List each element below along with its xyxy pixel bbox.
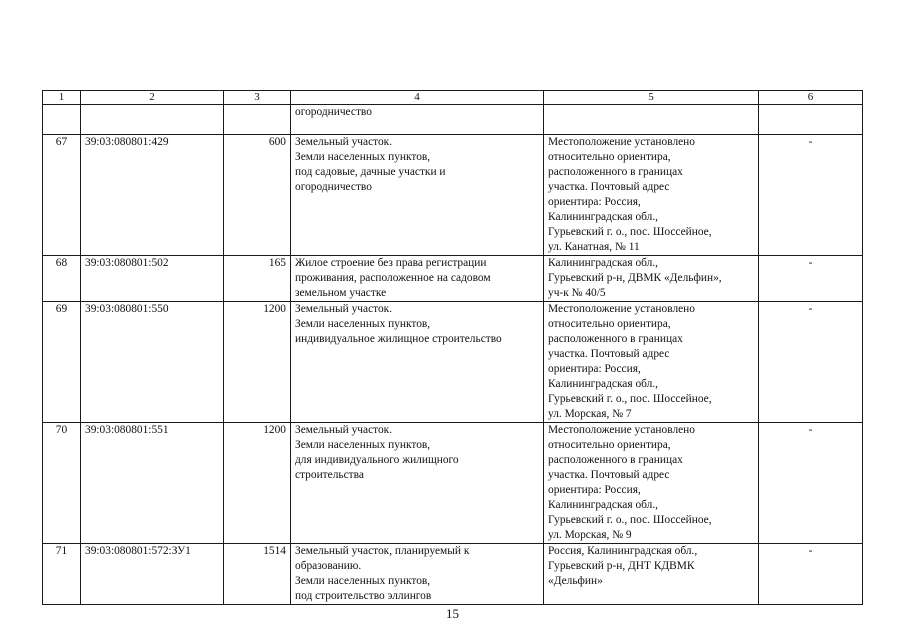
location-cell-line: ул. Морская, № 9 xyxy=(548,529,632,541)
location-cell-line: Местоположение установлено xyxy=(548,303,695,315)
column-number-row xyxy=(43,91,863,105)
description-cell xyxy=(291,256,544,302)
column-header: 6 xyxy=(759,91,863,105)
location-cell-line: расположенного в границах xyxy=(548,333,683,345)
area-cell: 600 xyxy=(224,135,291,256)
location-cell-line: Калининградская обл., xyxy=(548,257,659,269)
description-cell-line: Земли населенных пунктов, xyxy=(295,575,431,587)
location-cell-line: относительно ориентира, xyxy=(548,151,671,163)
location-cell-line: уч-к № 40/5 xyxy=(548,287,606,299)
table-row xyxy=(43,256,863,302)
cadastral-number-cell: 39:03:080801:550 xyxy=(81,302,224,423)
description-cell-line: Жилое строение без права регистрации xyxy=(295,257,487,269)
location-cell-line: Гурьевский р-н, ДНТ КДВМК xyxy=(548,560,695,572)
location-cell-line: ориентира: Россия, xyxy=(548,484,641,496)
description-cell-line: под строительство эллингов xyxy=(295,590,432,602)
description-cell xyxy=(291,302,544,423)
description-cell-line: Земельный участок. xyxy=(295,424,393,436)
description-cell-line: огородничество xyxy=(295,181,372,193)
area-cell: 165 xyxy=(224,256,291,302)
description-cell-line: под садовые, дачные участки и xyxy=(295,166,446,178)
area-cell xyxy=(224,105,291,135)
row-number-cell: 67 xyxy=(43,135,81,256)
cadastral-number-cell: 39:03:080801:502 xyxy=(81,256,224,302)
location-cell-line: участка. Почтовый адрес xyxy=(548,469,670,481)
table-row xyxy=(43,302,863,423)
location-cell-line: ориентира: Россия, xyxy=(548,196,641,208)
column-header: 5 xyxy=(544,91,759,105)
row-number-cell: 69 xyxy=(43,302,81,423)
note-cell: - xyxy=(759,423,863,544)
row-number-cell: 68 xyxy=(43,256,81,302)
row-number-cell xyxy=(43,105,81,135)
description-cell xyxy=(291,423,544,544)
location-cell-line: ориентира: Россия, xyxy=(548,363,641,375)
note-cell: - xyxy=(759,135,863,256)
location-cell-line: расположенного в границах xyxy=(548,454,683,466)
description-cell-line: Земли населенных пунктов, xyxy=(295,318,431,330)
cadastral-number-cell xyxy=(81,105,224,135)
column-header: 1 xyxy=(43,91,81,105)
description-cell xyxy=(291,105,544,135)
description-cell-line: огородничество xyxy=(295,106,372,118)
description-cell-line: строительства xyxy=(295,469,364,481)
location-cell-line: Россия, Калининградская обл., xyxy=(548,545,698,557)
row-number-cell: 71 xyxy=(43,544,81,605)
location-cell-line: Калининградская обл., xyxy=(548,211,659,223)
location-cell-line: ул. Морская, № 7 xyxy=(548,408,632,420)
description-cell xyxy=(291,135,544,256)
location-cell xyxy=(544,302,759,423)
location-cell xyxy=(544,135,759,256)
location-cell-line: участка. Почтовый адрес xyxy=(548,348,670,360)
area-cell: 1514 xyxy=(224,544,291,605)
description-cell xyxy=(291,544,544,605)
location-cell xyxy=(544,105,759,135)
description-cell-line: для индивидуального жилищного xyxy=(295,454,459,466)
location-cell-line: Гурьевский г. о., пос. Шоссейное, xyxy=(548,514,712,526)
location-cell-line: расположенного в границах xyxy=(548,166,683,178)
location-cell-line: Гурьевский р-н, ДВМК «Дельфин», xyxy=(548,272,722,284)
description-cell-line: Земельный участок, планируемый к xyxy=(295,545,470,557)
description-cell-line: земельном участке xyxy=(295,287,387,299)
location-cell-line: «Дельфин» xyxy=(548,575,603,587)
location-cell xyxy=(544,544,759,605)
location-cell xyxy=(544,423,759,544)
note-cell: - xyxy=(759,544,863,605)
note-cell: - xyxy=(759,302,863,423)
location-cell-line: Гурьевский г. о., пос. Шоссейное, xyxy=(548,393,712,405)
land-plots-table xyxy=(42,90,863,605)
location-cell-line: Калининградская обл., xyxy=(548,378,659,390)
column-header: 4 xyxy=(291,91,544,105)
description-cell-line: проживания, расположенное на садовом xyxy=(295,272,491,284)
note-cell xyxy=(759,105,863,135)
column-header: 2 xyxy=(81,91,224,105)
location-cell-line: Калининградская обл., xyxy=(548,499,659,511)
note-cell: - xyxy=(759,256,863,302)
area-cell: 1200 xyxy=(224,302,291,423)
location-cell-line: ул. Канатная, № 11 xyxy=(548,241,640,253)
description-cell-line: Земельный участок. xyxy=(295,136,393,148)
location-cell-line: относительно ориентира, xyxy=(548,439,671,451)
location-cell-line: относительно ориентира, xyxy=(548,318,671,330)
area-cell: 1200 xyxy=(224,423,291,544)
column-header: 3 xyxy=(224,91,291,105)
location-cell-line: Местоположение установлено xyxy=(548,424,695,436)
page-number: 15 xyxy=(446,606,459,621)
location-cell-line: участка. Почтовый адрес xyxy=(548,181,670,193)
table-row xyxy=(43,135,863,256)
cadastral-number-cell: 39:03:080801:551 xyxy=(81,423,224,544)
description-cell-line: Земли населенных пунктов, xyxy=(295,151,431,163)
location-cell-line: Гурьевский г. о., пос. Шоссейное, xyxy=(548,226,712,238)
location-cell xyxy=(544,256,759,302)
description-cell-line: Земельный участок. xyxy=(295,303,393,315)
location-cell-line: Местоположение установлено xyxy=(548,136,695,148)
table-row xyxy=(43,423,863,544)
description-cell-line: образованию. xyxy=(295,560,362,572)
description-cell-line: индивидуальное жилищное строительство xyxy=(295,333,502,345)
description-cell-line: Земли населенных пунктов, xyxy=(295,439,431,451)
table-row xyxy=(43,105,863,135)
cadastral-number-cell: 39:03:080801:572:ЗУ1 xyxy=(81,544,224,605)
cadastral-number-cell: 39:03:080801:429 xyxy=(81,135,224,256)
table-row xyxy=(43,544,863,605)
row-number-cell: 70 xyxy=(43,423,81,544)
